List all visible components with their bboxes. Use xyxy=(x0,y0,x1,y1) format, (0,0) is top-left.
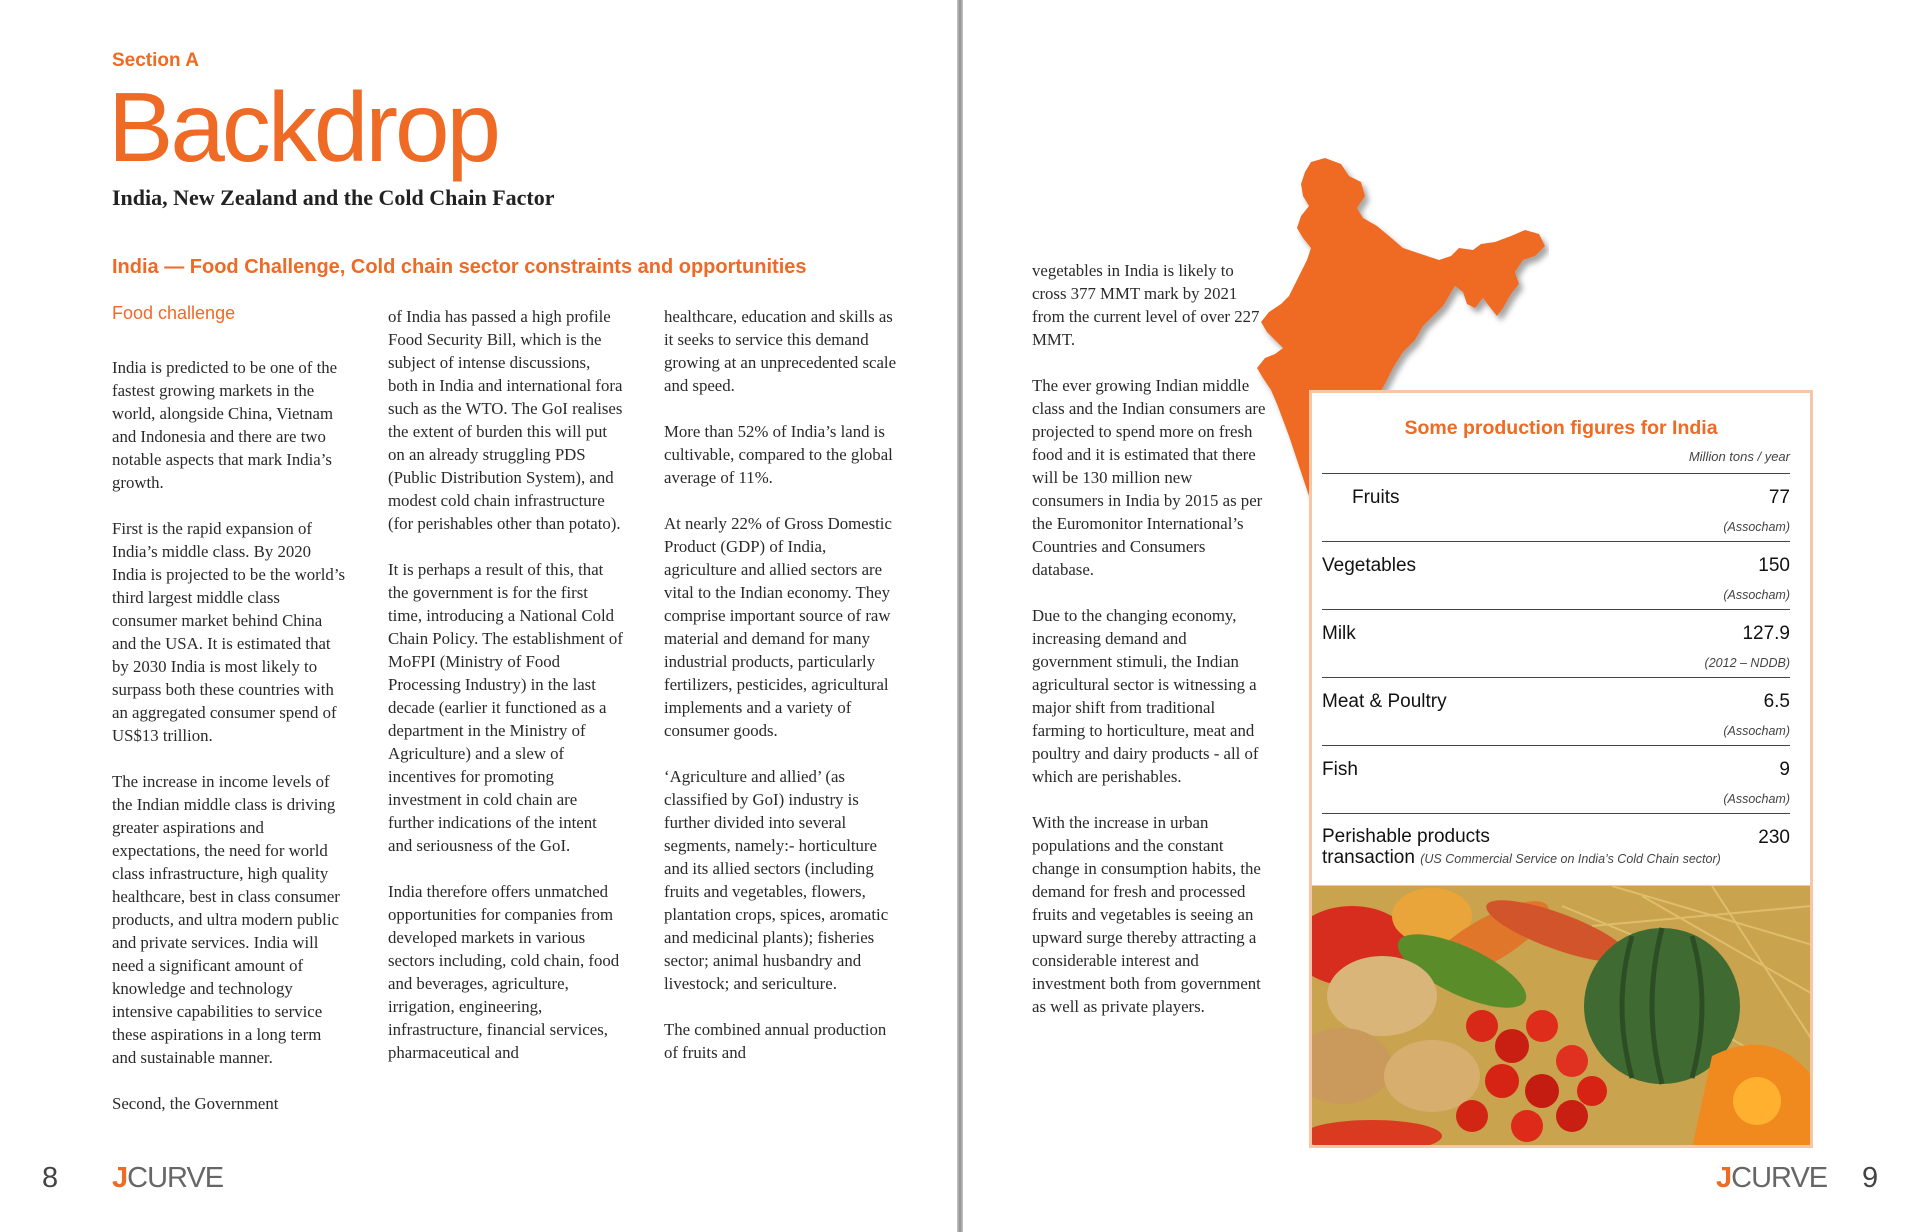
figure-value: 9 xyxy=(1779,759,1790,780)
figure-source: (Assocham) xyxy=(1723,792,1790,806)
figure-value: 77 xyxy=(1768,487,1790,508)
figure-label: Meat & Poultry xyxy=(1322,691,1447,712)
figures-title: Some production figures for India xyxy=(1404,417,1718,439)
paragraph: The combined annual production of fruits and xyxy=(664,1020,887,1062)
paragraph: ‘Agriculture and allied’ (as classified by GoI) industry is further divided into several segments, namely:- horticulture and its allied sectors (including fruits and vegetables, flowers, plantation crops, spices, aromatic and medicinal plants); fisheries sector; animal husbandry and livestock; and sericulture. xyxy=(664,767,889,993)
section-heading: India — Food Challenge, Cold chain sector constraints and opportunities xyxy=(112,256,807,278)
figure-row-fish xyxy=(1322,745,1790,814)
figure-value: 6.5 xyxy=(1763,691,1790,712)
jcurve-logo: JCURVE xyxy=(112,1162,224,1194)
paragraph: healthcare, education and skills as it seeks to service this demand growing at an unprecedented scale and speed. xyxy=(664,307,897,395)
vegetables-photo xyxy=(1309,886,1813,1148)
text-column-3 xyxy=(664,305,900,1087)
figure-source: (Assocham) xyxy=(1723,520,1790,534)
paragraph: With the increase in urban populations and the constant change in consumption habits, the demand for fresh and processed fruits and vegetables is seeing an upward surge thereby attracting a considerable interest and investment both from government as well as private players. xyxy=(1032,813,1261,1016)
figure-value: 150 xyxy=(1758,555,1790,576)
paragraph: of India has passed a high profile Food Security Bill, which is the subject of intense discussions, both in India and international fora such as the WTO. The GoI realises the extent of burden this will put on an already struggling PDS (Public Distribution System), and modest cold chain infrastructure (for perishables other than potato). xyxy=(388,307,623,533)
paragraph: More than 52% of India’s land is cultivable, compared to the global average of 11%. xyxy=(664,422,893,487)
paragraph: The increase in income levels of the Indian middle class is driving greater aspirations and expectations, the need for world class infrastructure, high quality healthcare, best in class consumer products, and ultra modern public and private services. India will need a significant amount of knowledge and technology intensive capabilities to service these aspirations in a long term and sustainable manner. xyxy=(112,772,340,1067)
page-subtitle: India, New Zealand and the Cold Chain Factor xyxy=(112,185,555,210)
figure-label: Fruits xyxy=(1352,487,1400,508)
figure-row-vegetables xyxy=(1322,541,1790,610)
paragraph: Due to the changing economy, increasing demand and government stimuli, the Indian agricultural sector is witnessing a major shift from traditional farming to horticulture, meat and poultry and dairy products - all of which are perishables. xyxy=(1032,606,1259,786)
figure-row-perishables xyxy=(1322,813,1790,890)
jcurve-logo: JCURVE xyxy=(1716,1162,1828,1194)
figure-value: 127.9 xyxy=(1742,623,1790,644)
figure-source: (Assocham) xyxy=(1723,724,1790,738)
page-title: Backdrop xyxy=(108,72,499,182)
paragraph: vegetables in India is likely to cross 377 MMT mark by 2021 from the current level of over 227 MMT. xyxy=(1032,261,1260,349)
figure-row-fruits xyxy=(1322,473,1790,542)
figure-source: (2012 – NDDB) xyxy=(1704,656,1790,670)
vegetables-image xyxy=(1312,886,1813,1148)
section-label: Section A xyxy=(112,50,199,71)
figures-units: Million tons / year xyxy=(1688,449,1790,464)
paragraph: The ever growing Indian middle class and the Indian consumers are projected to spend more on fresh food and it is estimated that there will be 130 million new consumers in India by 2015 as per the Euromonitor International’s Countries and Consumers database. xyxy=(1032,376,1266,579)
page-number: 8 xyxy=(42,1162,59,1194)
figure-value: 230 xyxy=(1758,827,1790,848)
left-page xyxy=(0,0,957,1232)
text-column-1 xyxy=(112,356,348,1138)
figure-row-milk xyxy=(1322,609,1790,678)
subsection-heading: Food challenge xyxy=(112,303,236,323)
paragraph: Second, the Government xyxy=(112,1094,279,1113)
text-column-2 xyxy=(388,305,624,1087)
text-column-4 xyxy=(1032,259,1268,1041)
figure-label: Vegetables xyxy=(1322,555,1417,576)
figure-label: Fish xyxy=(1322,759,1358,780)
figure-source: (Assocham) xyxy=(1723,588,1790,602)
paragraph: It is perhaps a result of this, that the government is for the first time, introducing a National Cold Chain Policy. The establishment of MoFPI (Ministry of Food Processing Industry) in the last decade (earlier it functioned as a department in the Ministry of Agriculture) and a slew of incentives for promoting investment in cold chain are further indications of the intent and seriousness of the GoI. xyxy=(388,560,623,855)
figure-label: Milk xyxy=(1322,623,1356,644)
book-spine xyxy=(957,0,963,1232)
paragraph: India therefore offers unmatched opportunities for companies from developed markets in various sectors including, cold chain, food and beverages, agriculture, irrigation, engineering, infrastructure, financial services, pharmaceutical and xyxy=(388,882,620,1062)
figure-label: Perishable products transaction (US Commercial Service on India’s Cold Chain sector) xyxy=(1322,826,1721,868)
paragraph: First is the rapid expansion of India’s middle class. By 2020 India is projected to be the world’s third largest middle class consumer market behind China and the USA. It is estimated that by 2030 India is most likely to surpass both these countries with an aggregated consumer spend of US$13 trillion. xyxy=(112,519,346,745)
figure-row-meat-poultry xyxy=(1322,677,1790,746)
page-number: 9 xyxy=(1862,1162,1879,1194)
paragraph: India is predicted to be one of the fastest growing markets in the world, alongside China, Vietnam and Indonesia and there are two notable aspects that mark India’s growth. xyxy=(112,358,338,492)
production-figures-box xyxy=(1309,390,1813,888)
paragraph: At nearly 22% of Gross Domestic Product (GDP) of India, agriculture and allied sectors are vital to the Indian economy. They comprise important source of raw material and demand for many industrial products, particularly fertilizers, pesticides, agricultural implements and a variety of consumer goods. xyxy=(664,514,892,740)
figure-source: (US Commercial Service on India’s Cold Chain sector) xyxy=(1420,852,1721,866)
